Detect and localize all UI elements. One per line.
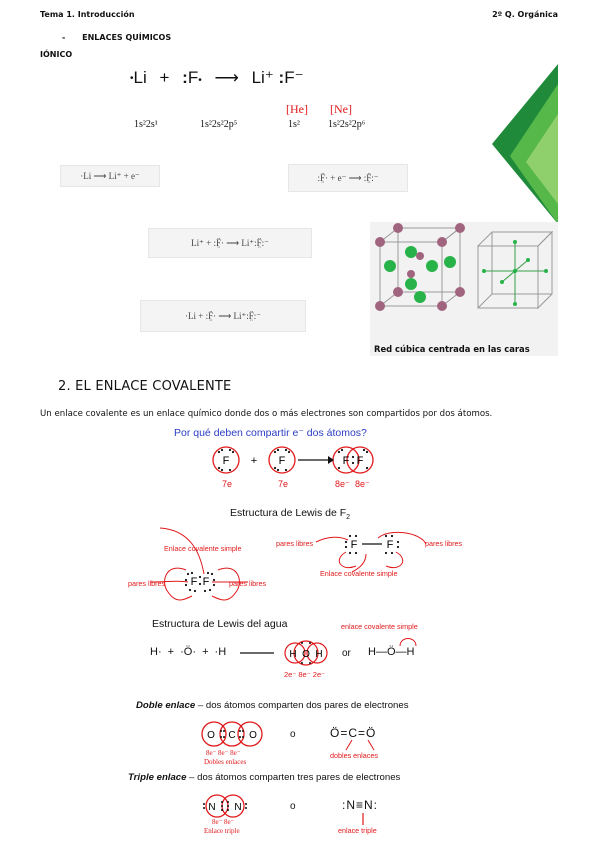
f-ion: F⁻ <box>284 68 304 87</box>
svg-text:H: H <box>315 649 323 660</box>
f-symbol: F <box>187 68 199 87</box>
ne-label: [Ne] <box>330 102 352 116</box>
li-ion: Li⁺ <box>251 68 274 87</box>
scan-li-plus-f: Li⁺ + :F̤̈· ⟶ Li⁺:F̤̈:⁻ <box>148 228 312 258</box>
co2-right-label: dobles enlaces <box>330 751 378 760</box>
label-enlace-simple-left: Enlace covalente simple <box>164 544 242 553</box>
definition-text: Un enlace covalente es un enlace químico donde dos o más electrones son compartidos por dos átomos. <box>40 409 493 419</box>
green-wedge-decoration <box>492 64 558 224</box>
label-pares-libres-left: pares libres <box>128 579 166 588</box>
f2-count-4: 8e⁻ <box>355 479 370 489</box>
bullet-dash: - <box>62 33 66 42</box>
lewis-f2-diagram <box>120 522 480 612</box>
svg-text:F: F <box>342 455 350 467</box>
triple-bond-heading: Triple enlace – dos átomos comparten tres pares de electrones <box>128 772 401 783</box>
crystal-lattice-image <box>370 222 558 356</box>
ionic-equation: •Li + :F• ⟶ Li⁺ :F⁻ <box>130 68 304 87</box>
svg-text:O: O <box>249 730 257 741</box>
header-right: 2º Q. Orgánica <box>492 10 558 19</box>
double-bond-heading: Doble enlace – dos átomos comparten dos pares de electrones <box>136 700 409 711</box>
f2-count-1: 7e <box>222 479 233 489</box>
svg-text:H: H <box>289 649 297 660</box>
co2-left-label: Dobles enlaces <box>204 758 247 766</box>
n2-right-label: enlace triple <box>338 826 377 835</box>
config-li-ion: 1s² <box>288 119 300 130</box>
water-bond-label: enlace covalente simple <box>341 622 418 631</box>
co2-arrows <box>338 738 384 752</box>
triple-o: o <box>290 801 296 812</box>
svg-text:O: O <box>302 649 310 660</box>
header-left: Tema 1. Introducción <box>40 10 135 19</box>
config-f: 1s²2s²2p⁵ <box>200 119 238 130</box>
ionico-label: IÓNICO <box>40 50 73 59</box>
svg-text:+: + <box>250 455 258 467</box>
double-o: o <box>290 729 296 740</box>
reaction-arrow: ⟶ <box>214 68 239 87</box>
fcc-lattice-diagram <box>370 222 558 340</box>
n2-arrow <box>358 812 368 826</box>
svg-text:F: F <box>222 455 230 467</box>
water-title: Estructura de Lewis del agua <box>152 618 288 630</box>
scan-li-ionization: ·Li ⟶ Li⁺ + e⁻ <box>60 165 160 187</box>
section-title: 2. EL ENLACE COVALENTE <box>58 379 232 394</box>
water-or: or <box>342 648 351 659</box>
svg-text:F: F <box>278 455 286 467</box>
svg-text:F: F <box>356 455 364 467</box>
n2-formula: :N≡N: <box>342 798 379 812</box>
label-pares-libres-mid: pares libres <box>229 579 267 588</box>
f2-formation-diagram <box>210 444 386 478</box>
svg-text:F: F <box>350 539 358 551</box>
svg-text:F: F <box>190 576 198 588</box>
label-pares-libres-right: pares libres <box>425 539 463 548</box>
co2-formula: Ö=C=Ö <box>330 726 377 740</box>
svg-text:F: F <box>386 539 394 551</box>
svg-text:F: F <box>202 576 210 588</box>
lewis-f2-title: Estructura de Lewis de $F_2$ <box>230 507 351 522</box>
n2-counts: 8e⁻ 8e⁻ <box>212 818 235 826</box>
crystal-caption: Red cúbica centrada en las caras <box>374 344 530 354</box>
bullet-text: ENLACES QUÍMICOS <box>82 33 172 42</box>
config-f-ion: 1s²2s²2p⁶ <box>328 119 366 130</box>
label-enlace-simple-right: Enlace covalente simple <box>320 569 398 578</box>
n2-left-label: Enlace triple <box>204 827 240 835</box>
f2-count-2: 7e <box>278 479 289 489</box>
config-li: 1s²2s¹ <box>134 119 158 130</box>
water-counts: 2e⁻ 8e⁻ 2e⁻ <box>284 670 326 679</box>
svg-text:C: C <box>228 730 236 741</box>
label-pares-libres-top: pares libres <box>276 539 314 548</box>
n2-circles-diagram <box>198 794 252 818</box>
svg-text:N: N <box>208 802 216 813</box>
question-text: Por qué deben compartir e⁻ dos átomos? <box>174 427 367 439</box>
svg-text:O: O <box>207 730 215 741</box>
scan-f-affinity: :F̤̈· + e⁻ ⟶ :F̤̈:⁻ <box>288 164 408 192</box>
co2-circles-diagram <box>196 720 268 748</box>
scan-li-f-overall: ·Li + :F̤̈· ⟶ Li⁺:F̤̈:⁻ <box>140 300 306 332</box>
water-formula: H—Ö—H <box>368 646 415 658</box>
f2-count-3: 8e⁻ <box>335 479 350 489</box>
water-reactants: H· + ·Ö· + ·H <box>150 646 227 658</box>
li-symbol: Li <box>133 68 147 87</box>
he-label: [He] <box>286 102 308 116</box>
svg-text:N: N <box>234 802 242 813</box>
co2-counts: 8e⁻ 8e⁻ 8e⁻ <box>206 749 241 757</box>
bullet-heading <box>62 33 171 42</box>
